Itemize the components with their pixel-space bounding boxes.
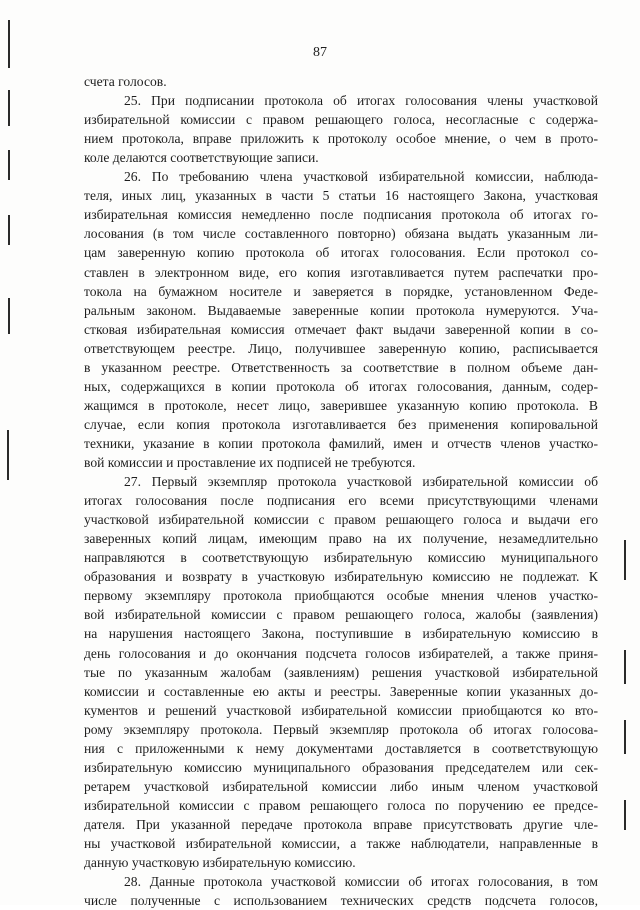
text-line: ральным законом. Выдаваемые заверенные копии протокола нумеруются. Уча- xyxy=(84,302,598,318)
scan-margin-mark xyxy=(624,540,626,580)
text-line: 28. Данные протокола участковой комиссии об итогах голосования, в том xyxy=(124,874,598,890)
page-number: 87 xyxy=(313,45,327,60)
scan-margin-mark xyxy=(624,650,626,684)
text-line: теля, иных лиц, указанных в части 5 статьи 16 настоящего Закона, участковая xyxy=(84,188,598,204)
text-line: нием протокола, вправе приложить к протоколу особое мнение, о чем в прото- xyxy=(84,131,598,147)
text-line: 25. При подписании протокола об итогах голосования члены участковой xyxy=(124,93,598,109)
scan-margin-mark xyxy=(624,800,626,830)
text-line: направляются в соответствующую избирательную комиссию муниципального xyxy=(84,550,598,566)
text-line: избирательной комиссии с правом решающего голоса, несогласные с содержа- xyxy=(84,112,598,128)
text-line: ответствующем реестре. Лицо, получившее заверенную копию, расписывается xyxy=(84,340,598,356)
scan-margin-mark xyxy=(8,90,10,126)
text-line: дателя. При указанной передаче протокола вправе присутствовать другие чле- xyxy=(84,816,598,832)
text-line: итогах голосования после подписания его всеми присутствующими членами xyxy=(84,493,598,509)
text-line: в указанном реестре. Ответственность за соответствие в полном объеме дан- xyxy=(84,359,598,375)
text-line: вой избирательной комиссии с правом решающего голоса, жалобы (заявления) xyxy=(84,607,598,623)
scan-margin-mark xyxy=(7,430,9,480)
scan-margin-mark xyxy=(8,150,10,180)
text-line: 26. По требованию члена участковой избирательной комиссии, наблюда- xyxy=(124,169,598,185)
text-line: 27. Первый экземпляр протокола участковой избирательной комиссии об xyxy=(124,474,598,490)
text-line: избирательная комиссия немедленно после подписания протокола об итогах го- xyxy=(84,207,598,223)
text-line: день голосования и до окончания подсчета голосов избирателей, а также приня- xyxy=(84,645,598,661)
text-line: случае, если копия протокола изготавливается без применения копировальной xyxy=(84,416,598,432)
text-line: токола на бумажном носителе и заверяется в порядке, установленном Феде- xyxy=(84,283,598,299)
text-line: заверенных копий лицам, имеющим право на их получение, незамедлительно xyxy=(84,531,598,547)
text-line: жащимся в протоколе, несет лицо, заверившее указанную копию протокола. В xyxy=(84,397,598,413)
text-line: рому экземпляру протокола. Первый экземпляр протокола об итогах голосова- xyxy=(84,721,598,737)
text-line: лосования (в том числе составленного повторно) обязана выдать указанным ли- xyxy=(84,226,598,242)
text-line: данную участковую избирательную комиссию. xyxy=(84,855,356,871)
text-line: числе полученные с использованием технических средств подсчета голосов, xyxy=(84,893,598,909)
text-line: стковая избирательная комиссия отмечает факт выдачи заверенной копии в со- xyxy=(84,321,598,337)
text-line: коле делаются соответствующие записи. xyxy=(84,150,319,166)
text-line: ставлен в электронном виде, его копия изготавливается путем распечатки про- xyxy=(84,264,598,280)
text-line: счета голосов. xyxy=(84,74,167,89)
text-line: участковой избирательной комиссии с правом решающего голоса и выдачи его xyxy=(84,512,598,528)
text-line: комиссии и составленные ею акты и реестры. Заверенные копии указанных до- xyxy=(84,683,598,699)
text-line: вой комиссии и проставление их подписей не требуются. xyxy=(84,455,416,470)
text-line: первому экземпляру протокола приобщаются особые мнения членов участко- xyxy=(84,588,598,604)
text-line: ных, содержащихся в копии протокола об итогах голосования, данным, содер- xyxy=(84,378,598,394)
text-line: ретарем участковой избирательной комиссии либо иным членом участковой xyxy=(84,778,598,794)
scan-margin-mark xyxy=(8,298,10,334)
text-line: тые по указанным жалобам (заявлениям) решения участковой избирательной xyxy=(84,664,598,680)
text-line: на нарушения настоящего Закона, поступившие в избирательную комиссию в xyxy=(84,626,598,642)
text-line: ния с приложенными к нему документами доставляется в соответствующую xyxy=(84,740,598,756)
text-line: техники, указание в копии протокола фамилий, имен и отчеств членов участко- xyxy=(84,435,598,451)
scan-margin-mark xyxy=(624,720,626,754)
scan-margin-mark xyxy=(8,215,10,245)
text-line: образования и возврату в участковую избирательную комиссию не подлежат. К xyxy=(84,569,598,585)
text-line: ны участковой избирательной комиссии, а также наблюдатели, направленные в xyxy=(84,836,598,851)
text-line: избирательную комиссию муниципального образования председателем или сек- xyxy=(84,759,598,775)
text-line: кументов и решений участковой избирательной комиссии приобщаются ко вто- xyxy=(84,702,598,718)
text-line: цам заверенную копию протокола об итогах голосования. Если протокол со- xyxy=(84,245,598,261)
text-line: избирательной комиссии с правом решающего голоса по поручению ее предсе- xyxy=(84,797,598,813)
